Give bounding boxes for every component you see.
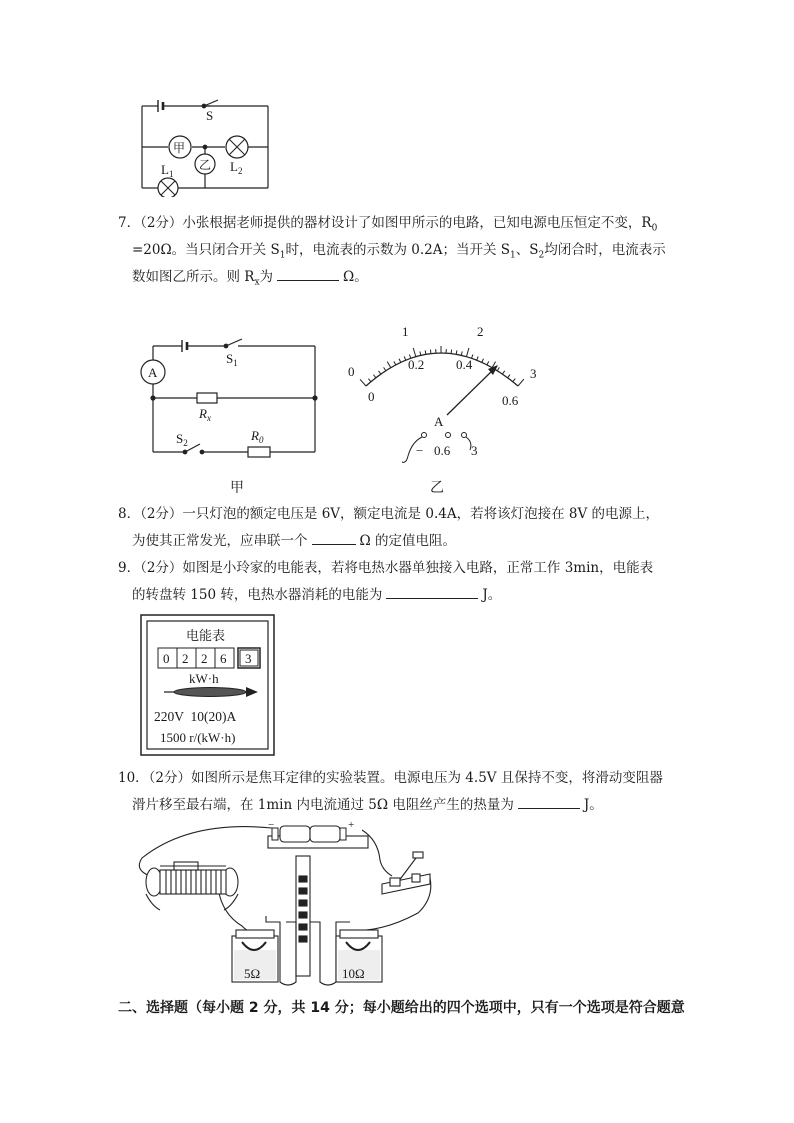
q8-line-1: 8．（2分）一只灯泡的额定电压是 6V，额定电流是 0.4A，若将该灯泡接在 8V 的电源上，: [118, 506, 659, 522]
dial-tick: [425, 350, 426, 354]
meter-digit-1: 0: [163, 651, 170, 666]
dial-tick: [502, 371, 504, 374]
rheostat: [146, 862, 238, 910]
meter-unit: kW·h: [189, 671, 219, 686]
q10-line-1: 10．（2分）如图所示是焦耳定律的实验装置。电源电压为 4.5V 且保持不变，将滑动变阻器: [118, 770, 663, 786]
lamp-l2-label: $L_2$: [230, 159, 243, 176]
resistor-5-ohm-label: 5Ω: [244, 966, 261, 981]
meter-digit-5: 3: [245, 651, 252, 666]
dial-tick: [384, 367, 386, 370]
dial-tick: [387, 362, 391, 368]
dial-unit: A: [434, 414, 444, 429]
dial-tick: [413, 348, 416, 357]
figure-jia-caption: 甲: [230, 481, 244, 496]
q8-line-2: 为使其正常发光，应串联一个 Ω 的定值电阻。: [132, 528, 456, 554]
top-scale-0: 0: [348, 364, 355, 379]
q7-figure-yi-ammeter-dial: [340, 318, 560, 498]
energy-meter: [140, 614, 275, 756]
meter-rating: 220V 10(20)A: [154, 709, 237, 724]
bottom-scale-0-6: 0.6: [502, 393, 519, 408]
dial-tick: [399, 359, 401, 363]
battery-minus: −: [268, 819, 275, 831]
dial-tick: [368, 379, 371, 382]
top-scale-3: 3: [530, 366, 537, 381]
dial-tick: [420, 351, 421, 355]
meter-digit-4: 6: [220, 651, 227, 666]
q7-line-1: 7．（2分）小张根据老师提供的器材设计了如图甲所示的电路，已知电源电压恒定不变，$R_0$: [118, 215, 658, 234]
dial-tick: [513, 379, 515, 382]
svg-text:乙: 乙: [199, 158, 212, 172]
q9-answer-blank[interactable]: [386, 582, 478, 599]
q7-figure-jia: [130, 330, 330, 500]
q8-answer-blank[interactable]: [312, 528, 356, 545]
top-circuit-diagram: [130, 92, 280, 197]
meter-digit-3: 2: [201, 651, 208, 666]
meter-jia: [169, 136, 191, 158]
resistor-10-ohm-label: 10Ω: [342, 966, 365, 981]
dial-tick: [373, 375, 375, 378]
dial-tick: [379, 371, 381, 374]
dial-tick: [466, 348, 468, 357]
bottom-scale-0: 0: [368, 389, 375, 404]
bottom-scale-0-4: 0.4: [456, 357, 473, 372]
figure-yi-caption: 乙: [430, 481, 444, 496]
svg-text:甲: 甲: [173, 141, 186, 155]
dial-tick: [487, 361, 489, 365]
q10-line-2: 滑片移至最右端，在 1min 内电流通过 5Ω 电阻丝产生的热量为 J。: [132, 792, 603, 818]
joule-law-apparatus: [130, 818, 440, 990]
svg-text:A: A: [148, 365, 158, 380]
top-scale-2: 2: [477, 324, 484, 339]
dial-tick: [477, 356, 478, 360]
battery-plus: +: [348, 819, 355, 831]
meter-title: 电能表: [186, 628, 226, 643]
switch-knife: [382, 852, 430, 894]
section-2-heading: 二、选择题（每小题 2 分，共 14 分；每小题给出的四个选项中，只有一个选项是符合题意: [118, 1000, 685, 1016]
terminal-minus: −: [416, 443, 424, 458]
dial-tick: [461, 351, 462, 355]
lamp-l1-label: $L_1$: [161, 162, 174, 179]
q9-line-1: 9．（2分）如图是小玲家的电能表，若将电热水器单独接入电路，正常工作 3min，电能表: [118, 560, 654, 576]
q9-line-2: 的转盘转 150 转，电热水器消耗的电能为 J。: [132, 582, 501, 608]
lamp-l1: [158, 178, 178, 197]
dial-needle: [447, 369, 494, 415]
dial-tick: [482, 359, 484, 363]
s2-label: $S_2$: [176, 431, 188, 448]
dial-tick: [360, 379, 366, 386]
dial-tick: [404, 356, 406, 360]
dial-tick: [394, 361, 396, 365]
s1-label: $S_1$: [226, 351, 238, 368]
dial-tick: [456, 350, 457, 354]
terminal-3: 3: [471, 443, 478, 458]
top-scale-1: 1: [402, 324, 409, 339]
q10-answer-blank[interactable]: [518, 792, 580, 809]
q7-line-2: =20Ω。当只闭合开关 $S_1$时，电流表的示数为 0.2A；当开关 $S_1$、$S_2$均闭合时，电流表示: [132, 242, 666, 261]
ammeter-symbol: [141, 360, 165, 384]
bottom-scale-0-2: 0.2: [408, 357, 425, 372]
rx-label: $R_x$: [199, 406, 211, 423]
dial-tick: [508, 375, 510, 378]
r0-label: $R_0$: [251, 428, 264, 445]
meter-digit-2: 2: [182, 651, 189, 666]
lamp-l2: [226, 136, 248, 158]
dial-tick: [497, 367, 499, 370]
q7-answer-blank[interactable]: [277, 264, 339, 281]
q7-line-3: 数如图乙所示。则 $R_x$为 Ω。: [132, 264, 368, 296]
terminal-0-6: 0.6: [434, 443, 451, 458]
meter-yi: [195, 154, 215, 174]
switch-s-label: S: [206, 108, 214, 123]
dial-tick: [518, 379, 524, 386]
meter-constant: 1500 r/(kW·h): [160, 730, 236, 745]
